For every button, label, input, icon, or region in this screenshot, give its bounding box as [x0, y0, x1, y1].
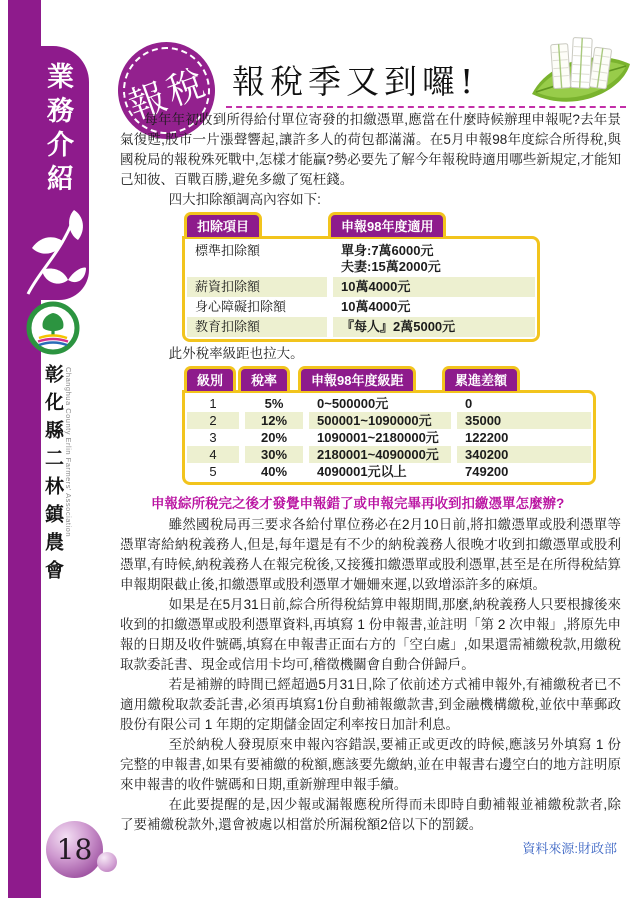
deduction-table: [182, 212, 540, 342]
bracket-rate: 12%: [245, 412, 303, 429]
bracket-diff: 122200: [465, 430, 509, 445]
bracket-level: 3: [209, 430, 217, 445]
table-row: [187, 463, 591, 480]
bracket-range: 0~500000元: [317, 396, 389, 411]
bracket-diff: 340200: [457, 446, 591, 463]
money-leaf-icon: [530, 34, 632, 116]
qa-paragraph: 如果是在5月31日前,綜合所得稅結算申報期間,那麼,納稅義務人只要根據後來收到的扣繳憑單或股利憑單資料,再填寫 1 份申報書,並註明「第 2 次申報」,將原先申報的日期及收件號碼,填寫在申報書正面右方的「空白處」,如果還需補繳稅款,用繳稅取款委託書、現金或信用卡均可,稽徵機關會自動合併歸戶。: [120, 597, 621, 672]
deduction-value: 10萬4000元: [341, 299, 411, 314]
bracket-level: 1: [209, 396, 217, 411]
bracket-range: 2180001~4090000元: [309, 446, 451, 463]
table-row: [187, 297, 535, 317]
bracket-rate: 20%: [260, 430, 288, 445]
bracket-level: 4: [187, 446, 239, 463]
intro-paragraph: 每年年初收到所得給付單位寄發的扣繳憑單,應當在什麼時候辦理申報呢?去年景氣復甦,股市一片漲聲響起,讓許多人的荷包都滿滿。在5月申報98年度綜合所得稅,與國稅局的報稅殊死戰中,怎樣才能贏?勢必要先了解今年報稅時適用哪些新規定,才能知己知彼、百戰百勝,避免多繳了冤枉錢。: [120, 112, 622, 187]
deduction-item: 標準扣除額: [195, 243, 261, 258]
section-title-vertical: 業務介紹: [43, 62, 73, 198]
page-number-badge: [46, 821, 103, 878]
table-row: [187, 429, 591, 446]
qa-paragraph: 至於納稅人發現原來申報內容錯誤,要補正或更改的時候,應該另外填寫 1 份完整的申報書,如果有要補繳的稅額,應該要先繳納,並在申報書右邊空白的地方註明原來申報書的收件號碼和日期,重新辦理申報手續。: [120, 737, 621, 792]
tax-bracket-table: [182, 366, 596, 485]
bracket-level: 2: [187, 412, 239, 429]
bracket-table-body: [182, 390, 596, 485]
bracket-level: 5: [209, 464, 217, 479]
org-name-en-vertical: Changhua County Erlin Farmers' Association: [64, 367, 73, 538]
bracket-range: 500001~1090000元: [309, 412, 451, 429]
sidebar-section-tab: [8, 46, 89, 300]
deduction-value: 10萬4000元: [333, 277, 535, 297]
table-row: [187, 395, 591, 412]
data-source: 資料來源:財政部: [522, 841, 617, 856]
leaf-ornament-icon: [24, 208, 86, 296]
deduction-value-line: 夫妻:15萬2000元: [341, 259, 441, 274]
farmers-association-logo-icon: [26, 301, 80, 355]
deduction-item: 薪資扣除額: [187, 277, 327, 297]
table-row: [187, 446, 591, 463]
qa-heading: 申報綜所稅完之後才發覺申報錯了或申報完畢再收到扣繳憑單怎麼辦?: [151, 496, 565, 511]
bracket-header-diff: 累進差額: [442, 366, 520, 391]
article-title: 報稅季又到囉!: [232, 62, 479, 101]
deduction-table-header-item: 扣除項目: [184, 212, 262, 237]
page-number: 18: [56, 833, 93, 866]
deduction-value: 『每人』2萬5000元: [333, 317, 535, 337]
bracket-header-rate: 稅率: [238, 366, 290, 391]
deduction-table-body: [182, 236, 540, 342]
bracket-rate: 5%: [264, 396, 284, 411]
qa-paragraph: 在此要提醒的是,因少報或漏報應稅所得而未即時自動補報並補繳稅款者,除了要補繳稅款外,還會被處以相當於所漏稅額2倍以下的罰鍰。: [120, 797, 621, 832]
article-body: [120, 110, 621, 859]
deduction-value: [333, 241, 535, 277]
table-row: [187, 317, 535, 337]
qa-paragraph: 若是補辦的時間已經超過5月31日,除了依前述方式補申報外,有補繳稅者已不適用繳稅取款委託書,必須再填寫1份自動補報繳款書,到金融機構繳稅,並依中華郵政股份有限公司 1 年期的定期儲金固定利率按日加計利息。: [120, 677, 621, 732]
bracket-diff: 0: [465, 396, 473, 411]
bracket-rate: 30%: [245, 446, 303, 463]
bracket-table-header-row: [182, 366, 596, 390]
table-row: [187, 241, 535, 277]
deduction-value-line: 單身:7萬6000元: [341, 243, 434, 258]
tax-stamp-label: 報稅: [122, 59, 213, 128]
deduction-table-header-row: [182, 212, 540, 236]
bracket-range: 1090001~2180000元: [317, 430, 439, 445]
bracket-header-range: 申報98年度級距: [298, 366, 416, 391]
org-name-vertical: 彰化縣二林鎮農會: [42, 364, 63, 588]
bracket-note: 此外稅率級距也拉大。: [168, 346, 304, 361]
table-row: [187, 412, 591, 429]
bracket-header-level: 級別: [184, 366, 236, 391]
deduction-item: 教育扣除額: [187, 317, 327, 337]
page-number-bubble-small: [97, 852, 117, 872]
bracket-range: 4090001元以上: [317, 464, 407, 479]
bracket-diff: 749200: [465, 464, 509, 479]
bracket-diff: 35000: [457, 412, 591, 429]
table-lead-in: 四大扣除額調高內容如下:: [168, 192, 321, 207]
deduction-table-header-value: 申報98年度適用: [328, 212, 446, 237]
bracket-rate: 40%: [260, 464, 288, 479]
qa-paragraph: 雖然國稅局再三要求各給付單位務必在2月10日前,將扣繳憑單或股利憑單等憑單寄給納稅義務人,但是,每年還是有不少的納稅義務人很晚才收到扣繳憑單或股利憑單,有時候,納稅義務人在報完稅後,又接獲扣繳憑單或股利憑單,甚至是在所得稅結算申報期限截止後,扣繳憑單或股利憑單才姍姍來遲,以致增添許多的麻煩。: [120, 517, 622, 592]
table-row: [187, 277, 535, 297]
deduction-item: 身心障礙扣除額: [195, 299, 287, 314]
